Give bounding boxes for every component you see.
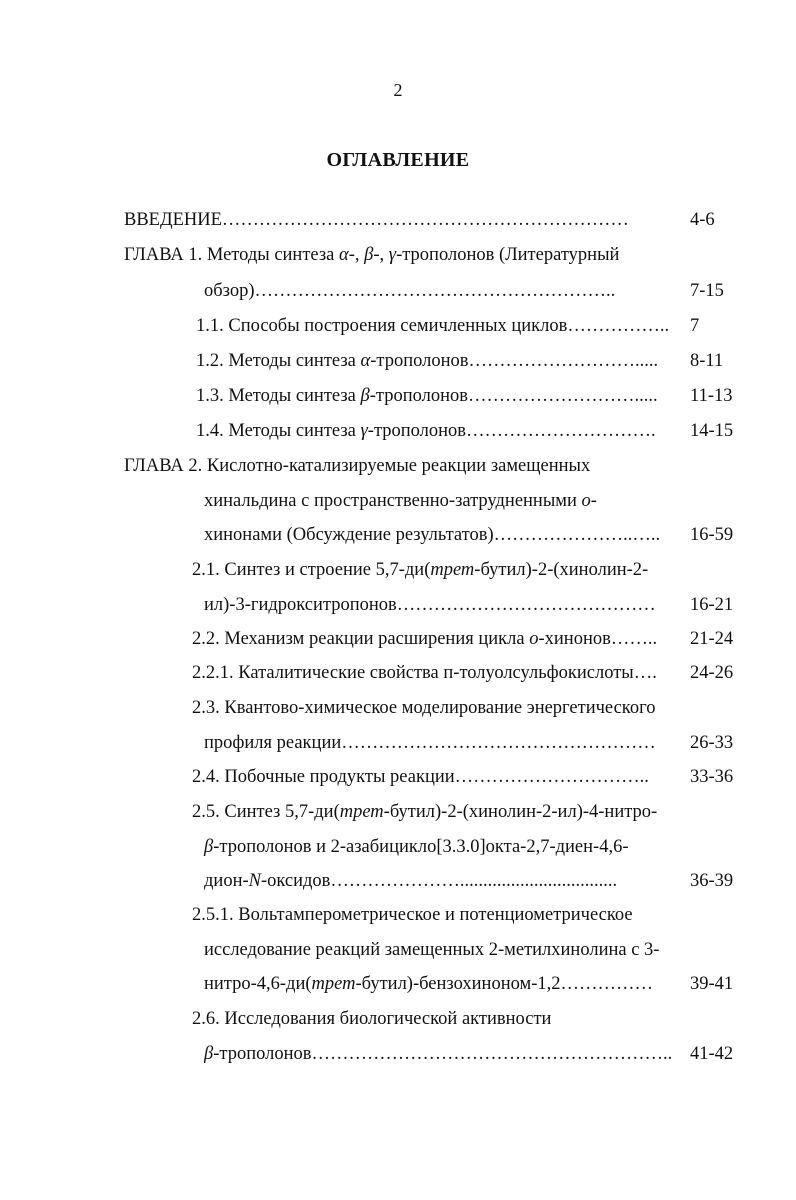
toc-entry-text: 2.3. Квантово-химическое моделирование энергетического [192, 698, 656, 718]
toc-entry-text-continued: хинонами (Обсуждение результатов)…………………..….. [204, 525, 661, 545]
toc-entry-text-continued: исследование реакций замещенных 2-метилхинолина с 3- [204, 940, 660, 960]
toc-entry-pages: 24-26 [690, 663, 734, 683]
toc-entry-pages: 16-59 [690, 525, 734, 545]
toc-entry-text-continued: ил)-3-гидрокситропонов…………………………………… [204, 595, 656, 615]
toc-entry-text: 2.2.1. Каталитические свойства п-толуолсульфокислоты…. [192, 663, 657, 683]
toc-entry-pages: 36-39 [690, 871, 734, 891]
toc-entry-pages: 11-13 [690, 386, 733, 406]
toc-entry-text-continued: дион-N-оксидов………………….................................. [204, 871, 618, 891]
toc-entry-text-continued: обзор)………………………………………………….. [204, 281, 616, 301]
toc-entry-pages: 7 [690, 316, 700, 336]
toc-entry-text-continued: β-трополонов………………………………………………….. [204, 1044, 673, 1064]
toc-entry-text: 2.2. Механизм реакции расширения цикла о-хинонов…….. [192, 629, 658, 649]
toc-entry-text: 1.3. Методы синтеза β-трополонов………………………..... [196, 386, 658, 406]
toc-entry-text: 1.2. Методы синтеза α-трополонов………………………..... [196, 351, 659, 371]
toc-entry-pages: 4-6 [690, 210, 715, 230]
toc-entry-text: ГЛАВА 2. Кислотно-катализируемые реакции замещенных [124, 456, 591, 476]
toc-entry-pages: 33-36 [690, 767, 734, 787]
toc-entry-text: 2.4. Побочные продукты реакции………………………….. [192, 767, 649, 787]
toc-entry-text-continued: нитро-4,6-ди(трет-бутил)-бензохиноном-1,2…………… [204, 974, 653, 994]
toc-entry-pages: 39-41 [690, 974, 734, 994]
toc-entry-text-continued: профиля реакции…………………………………………… [204, 733, 656, 753]
toc-entry-text: ГЛАВА 1. Методы синтеза α-, β-, γ-трополонов (Литературный [124, 245, 620, 265]
toc-entry-pages: 14-15 [690, 421, 734, 441]
toc-entry-text-continued: хинальдина с пространственно-затрудненными о- [204, 491, 597, 511]
toc-entry-pages: 21-24 [690, 629, 734, 649]
toc-entry-text: 2.6. Исследования биологической активности [192, 1009, 552, 1029]
toc-entry-text: 1.1. Способы построения семичленных циклов…………….. [196, 316, 670, 336]
toc-entry-pages: 8-11 [690, 351, 724, 371]
toc-entry-pages: 26-33 [690, 733, 734, 753]
toc-entry-text-continued: β-трополонов и 2-азабицикло[3.3.0]окта-2,7-диен-4,6- [204, 837, 629, 857]
toc-entry-pages: 16-21 [690, 595, 734, 615]
page-number: 2 [393, 80, 403, 100]
toc-entry-text: 2.5.1. Вольтамперометрическое и потенциометрическое [192, 905, 633, 925]
toc-entry-text: ВВЕДЕНИЕ………………………………………………………… [124, 210, 629, 230]
toc-entry-text: 1.4. Методы синтеза γ-трополонов…………………………. [196, 421, 656, 441]
toc-title: ОГЛАВЛЕНИЕ [326, 149, 470, 171]
toc-entry-text: 2.5. Синтез 5,7-ди(трет-бутил)-2-(хинолин-2-ил)-4-нитро- [192, 802, 658, 822]
toc-entry-text: 2.1. Синтез и строение 5,7-ди(трет-бутил)-2-(хинолин-2- [192, 560, 649, 580]
toc-entry-pages: 7-15 [690, 281, 724, 301]
toc-entry-pages: 41-42 [690, 1044, 734, 1064]
